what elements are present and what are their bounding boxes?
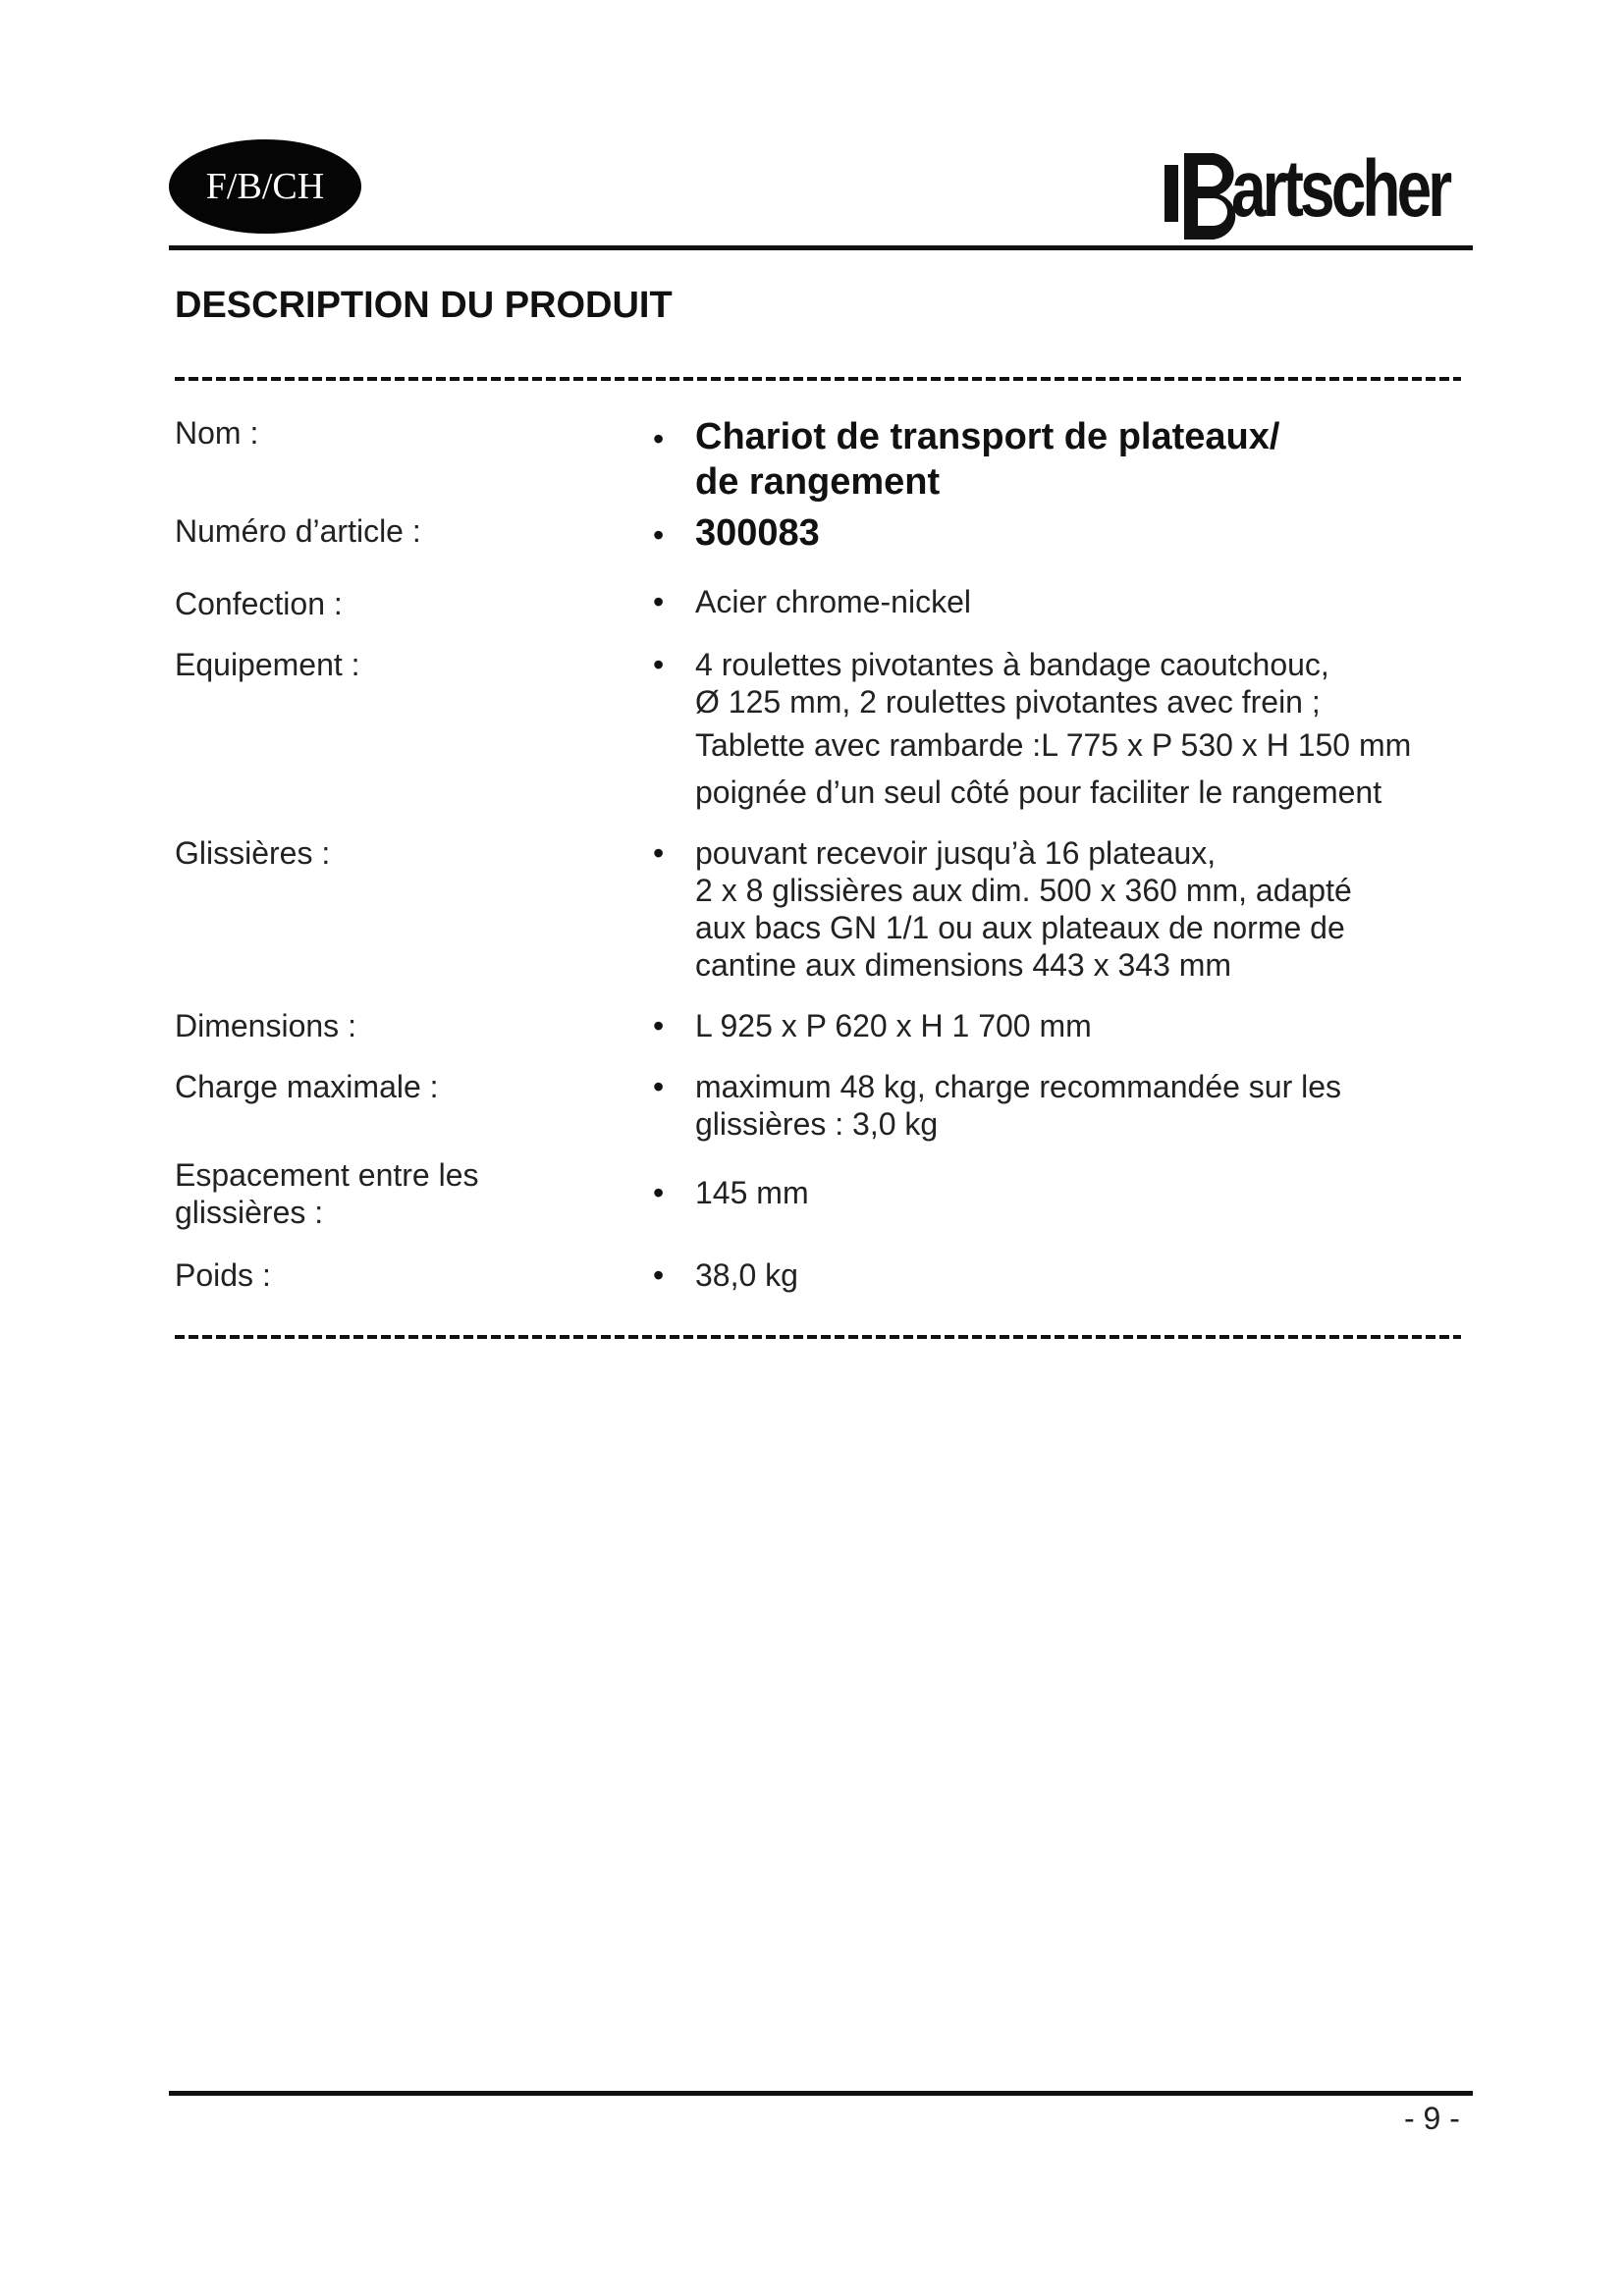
- language-badge: F/B/CH: [169, 139, 361, 234]
- spec-value-line: de rangement: [695, 461, 941, 503]
- spec-value-line: 300083: [695, 512, 820, 554]
- brand-logo: [1163, 145, 1467, 240]
- bullet: •: [653, 421, 665, 456]
- spec-value-line: Chariot de transport de plateaux/: [695, 416, 1280, 457]
- spec-value-line: 2 x 8 glissières aux dim. 500 x 360 mm, adapté: [695, 873, 1352, 908]
- spec-label: Nom :: [175, 415, 259, 451]
- page-number: - 9 -: [1404, 2101, 1460, 2136]
- spec-label: Confection :: [175, 586, 343, 621]
- spec-value: [695, 1068, 1341, 1143]
- spec-value-line: Acier chrome-nickel: [695, 584, 971, 619]
- spec-value: [695, 510, 820, 556]
- bullet: •: [653, 1175, 665, 1210]
- page-title: DESCRIPTION DU PRODUIT: [175, 285, 673, 326]
- bullet: •: [653, 1008, 665, 1043]
- spec-label: Glissières :: [175, 835, 331, 871]
- spec-label: Charge maximale :: [175, 1069, 439, 1104]
- spec-value-line: Tablette avec rambarde :L 775 x P 530 x H 150 mm: [695, 727, 1412, 763]
- spec-value-line: Ø 125 mm, 2 roulettes pivotantes avec frein ;: [695, 684, 1321, 720]
- spec-value: [695, 414, 1279, 505]
- spec-value-line: maximum 48 kg, charge recommandée sur les: [695, 1069, 1342, 1104]
- spec-value: [695, 1256, 798, 1294]
- spec-value-line: glissières : 3,0 kg: [695, 1106, 939, 1142]
- spec-label: Equipement :: [175, 647, 360, 682]
- spec-value-line: 4 roulettes pivotantes à bandage caoutchouc,: [695, 647, 1329, 682]
- spec-value: [695, 1007, 1092, 1044]
- separator-top: [175, 377, 1461, 381]
- spec-value: [695, 583, 971, 620]
- bullet: •: [653, 1257, 665, 1293]
- spec-value-line: pouvant recevoir jusqu’à 16 plateaux,: [695, 835, 1217, 871]
- spec-value-line: cantine aux dimensions 443 x 343 mm: [695, 947, 1232, 983]
- spec-label-line: Espacement entre les: [175, 1157, 479, 1193]
- spec-value: [695, 834, 1352, 984]
- spec-value-line: 38,0 kg: [695, 1257, 798, 1293]
- spec-value-line: aux bacs GN 1/1 ou aux plateaux de norme de: [695, 910, 1345, 945]
- spec-label-line: glissières :: [175, 1195, 324, 1230]
- spec-label: Numéro d’article :: [175, 513, 421, 549]
- spec-label: Poids :: [175, 1257, 271, 1293]
- spec-label: [175, 1156, 479, 1231]
- spec-value-line: poignée d’un seul côté pour faciliter le rangement: [695, 774, 1382, 810]
- bullet: •: [653, 647, 665, 682]
- bullet: •: [653, 517, 665, 553]
- spec-value: [695, 646, 1411, 811]
- bullet: •: [653, 835, 665, 871]
- header-rule: [169, 245, 1473, 250]
- spec-value-line: 145 mm: [695, 1175, 809, 1210]
- footer-rule: [169, 2091, 1473, 2096]
- bullet: •: [653, 584, 665, 619]
- spec-label: Dimensions :: [175, 1008, 356, 1043]
- bullet: •: [653, 1069, 665, 1104]
- spec-value: [695, 1174, 809, 1211]
- brand-logo-text: artscher: [1231, 144, 1449, 234]
- separator-bottom: [175, 1335, 1461, 1339]
- spec-value-line: L 925 x P 620 x H 1 700 mm: [695, 1008, 1092, 1043]
